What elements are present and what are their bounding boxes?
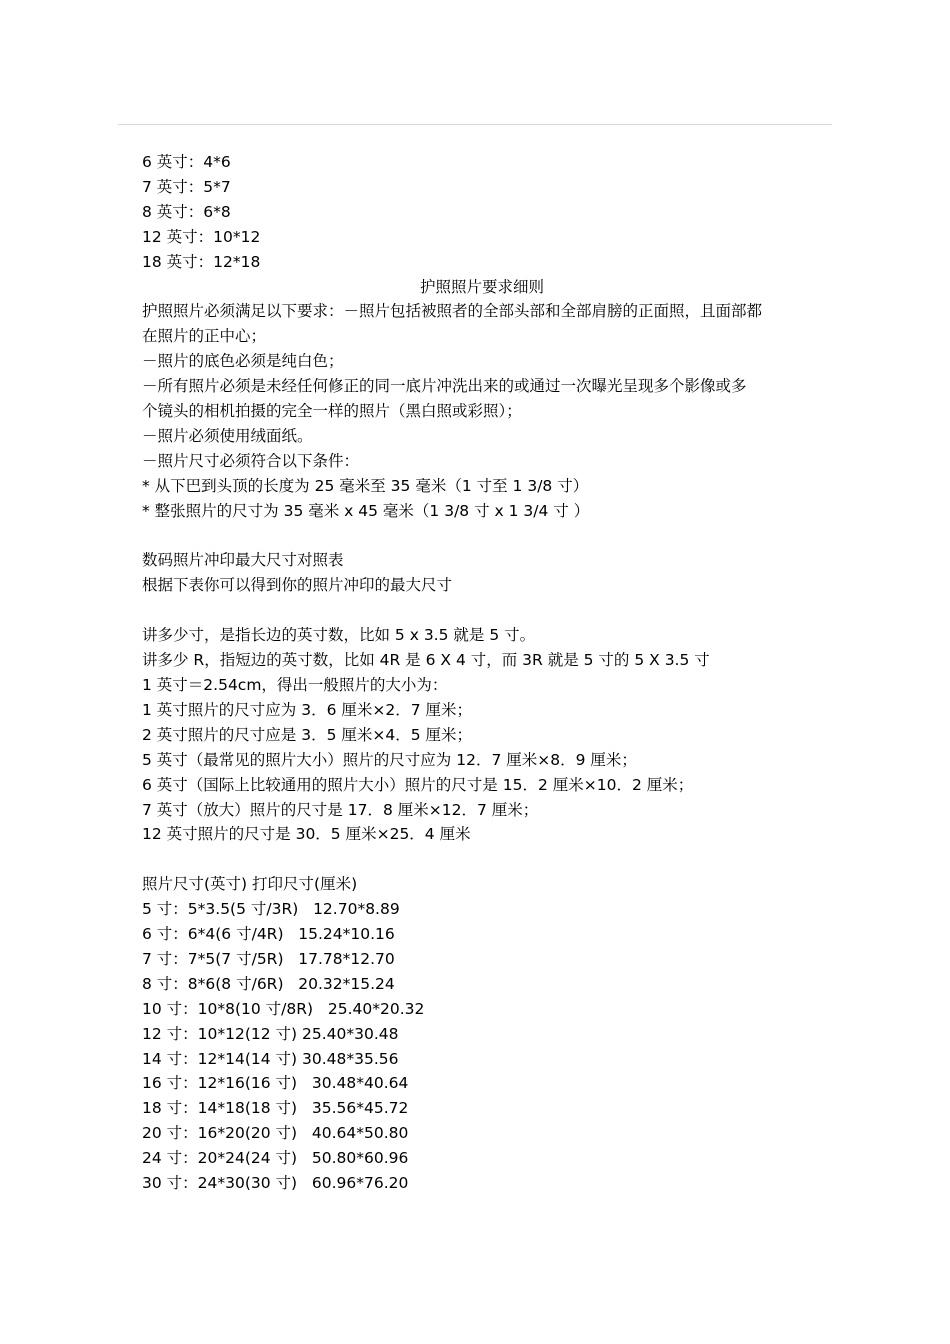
size-line: 8 英寸：6*8: [142, 202, 231, 221]
table-header: 照片尺寸(英寸) 打印尺寸(厘米): [142, 875, 358, 894]
explanation-line: 2 英寸照片的尺寸应是 3．5 厘米×4．5 厘米；: [142, 725, 473, 744]
table-row: 7 寸：7*5(7 寸/5R) 17.78*12.70: [142, 949, 395, 968]
header-divider: [118, 124, 832, 125]
passport-line: 个镜头的相机拍摄的完全一样的照片（黑白照或彩照）；: [142, 402, 522, 421]
passport-line: －照片的底色必须是纯白色；: [142, 352, 344, 371]
passport-title: 护照照片要求细则: [419, 277, 544, 296]
passport-line: 护照照片必须满足以下要求：－照片包括被照者的全部头部和全部肩膀的正面照，且面部都: [142, 302, 763, 321]
table-row: 10 寸：10*8(10 寸/8R) 25.40*20.32: [142, 999, 425, 1018]
table-row: 20 寸：16*20(20 寸) 40.64*50.80: [142, 1124, 409, 1143]
table-row: 8 寸：8*6(8 寸/6R) 20.32*15.24: [142, 974, 395, 993]
explanation-line: 1 英寸＝2.54cm，得出一般照片的大小为：: [142, 676, 448, 694]
size-line: 12 英寸：10*12: [142, 227, 261, 246]
passport-line: 在照片的正中心；: [142, 327, 267, 346]
table-row: 18 寸：14*18(18 寸) 35.56*45.72: [142, 1099, 409, 1118]
passport-line: －所有照片必须是未经任何修正的同一底片冲洗出来的或通过一次曝光呈现多个影像或多: [142, 377, 747, 396]
explanation-line: 12 英寸照片的尺寸是 30．5 厘米×25．4 厘米: [142, 825, 471, 844]
blank-line: [142, 524, 822, 549]
table-row: 24 寸：20*24(24 寸) 50.80*60.96: [142, 1149, 409, 1168]
digital-title: 数码照片冲印最大尺寸对照表: [142, 551, 344, 570]
table-row: 30 寸：24*30(30 寸) 60.96*76.20: [142, 1174, 409, 1193]
size-line: 7 英寸：5*7: [142, 177, 231, 196]
passport-line: * 从下巴到头顶的长度为 25 毫米至 35 毫米（1 寸至 1 3/8 寸）: [142, 476, 589, 495]
explanation-line: 讲多少寸，是指长边的英寸数，比如 5 x 3.5 就是 5 寸。: [142, 626, 536, 645]
passport-line: －照片尺寸必须符合以下条件：: [142, 451, 360, 470]
table-row: 12 寸：10*12(12 寸) 25.40*30.48: [142, 1024, 399, 1043]
digital-subtitle: 根据下表你可以得到你的照片冲印的最大尺寸: [142, 576, 453, 595]
explanation-line: 5 英寸（最常见的照片大小）照片的尺寸应为 12．7 厘米×8．9 厘米；: [142, 750, 637, 769]
size-line: 18 英寸：12*18: [142, 252, 261, 271]
blank-line: [142, 847, 822, 872]
table-row: 5 寸：5*3.5(5 寸/3R) 12.70*8.89: [142, 900, 400, 919]
passport-line: －照片必须使用绒面纸。: [142, 426, 313, 445]
table-row: 16 寸：12*16(16 寸) 30.48*40.64: [142, 1074, 409, 1093]
table-row: 6 寸：6*4(6 寸/4R) 15.24*10.16: [142, 925, 395, 944]
passport-line: * 整张照片的尺寸为 35 毫米 x 45 毫米（1 3/8 寸 x 1 3/4 寸 ）: [142, 501, 590, 520]
blank-line: [142, 598, 822, 623]
explanation-line: 1 英寸照片的尺寸应为 3．6 厘米×2．7 厘米；: [142, 700, 473, 719]
explanation-line: 6 英寸（国际上比较通用的照片大小）照片的尺寸是 15．2 厘米×10．2 厘米；: [142, 775, 694, 794]
size-line: 6 英寸：4*6: [142, 153, 231, 171]
explanation-line: 讲多少 R，指短边的英寸数，比如 4R 是 6 X 4 寸，而 3R 就是 5 寸的 5 X 3.5 寸: [142, 651, 710, 670]
explanation-line: 7 英寸（放大）照片的尺寸是 17．8 厘米×12．7 厘米；: [142, 800, 539, 819]
table-row: 14 寸：12*14(14 寸) 30.48*35.56: [142, 1049, 399, 1068]
document-body: [142, 150, 822, 1196]
